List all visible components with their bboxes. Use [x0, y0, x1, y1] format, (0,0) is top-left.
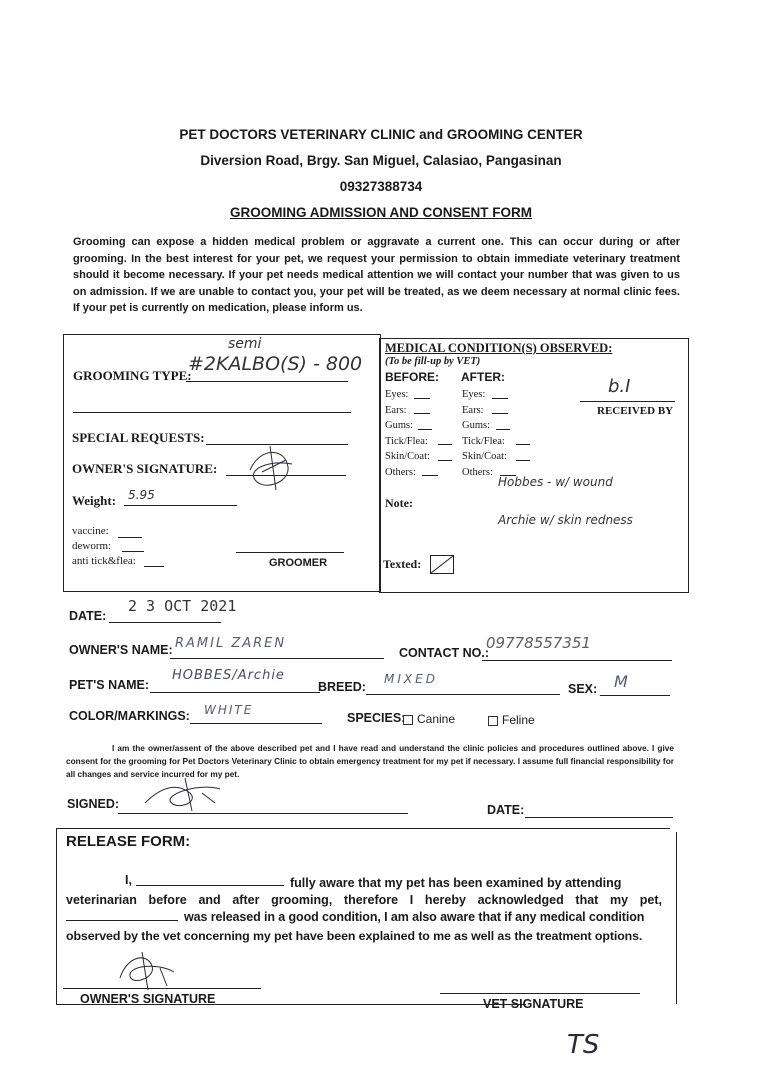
signed-label: SIGNED:	[67, 797, 120, 811]
color-line	[190, 723, 322, 724]
cond-after-gums: Gums:	[462, 420, 491, 431]
release-pet-field[interactable]	[66, 920, 178, 921]
received-by-label: RECEIVED BY	[597, 405, 674, 417]
clinic-address: Diversion Road, Brgy. San Miguel, Calasiao, Pangasinan	[200, 153, 562, 168]
date-label: DATE:	[69, 609, 107, 623]
ca-l4	[516, 444, 530, 445]
checkmark-icon	[431, 556, 453, 573]
consent-paragraph: I am the owner/assent of the above described pet and I have read and understand the clinic policies and procedures outlined above. I give consent for the grooming for Pet Doctors Veterinary Clinic to obtain emergency treatment for my pet if necessary. I assume full financial responsibility for all changes and service incurred for my pet.	[66, 743, 674, 779]
cond-before-eyes: Eyes:	[385, 389, 409, 400]
medical-subtitle: (To be fill-up by VET)	[385, 356, 481, 367]
groomer-label: GROOMER	[269, 557, 328, 569]
ca-l3	[496, 429, 510, 430]
before-label: BEFORE:	[385, 370, 439, 384]
received-by-line	[580, 401, 675, 402]
note-line-2[interactable]: Archie w/ skin redness	[498, 513, 633, 527]
cond-before-ears: Ears:	[385, 404, 407, 416]
intro-paragraph: Grooming can expose a hidden medical problem or aggravate a current one. This can occur during or after grooming. In the best interest for your pet, we request your permission to obtain immediate veterinary treatment should it become necessary. If your pet needs medical attention we will contact your number that was given to us on admission. If we are unable to contact you, your pet will be treated, as we deem necessary at normal clinic fees. If your pet is currently on medication, please inform us.	[73, 236, 680, 315]
texted-checkbox[interactable]	[430, 555, 454, 574]
canine-checkbox[interactable]	[403, 715, 413, 725]
vaccine-label: vaccine:	[72, 525, 109, 537]
weight-line	[124, 505, 237, 506]
grooming-type-value[interactable]: #2KALBO(S) - 800	[188, 353, 363, 375]
vaccine-line	[118, 537, 142, 538]
antitick-line	[144, 566, 164, 567]
release-owner-scribble	[112, 948, 182, 992]
release-top-border	[56, 828, 670, 829]
breed-label: BREED:	[318, 680, 366, 694]
release-p1a: I,	[125, 873, 132, 887]
release-p1b: fully aware that my pet has been examined by attending	[290, 876, 622, 890]
cond-after-others: Others:	[462, 466, 493, 478]
owner-name-value[interactable]: RAMIL ZAREN	[175, 636, 287, 651]
received-by-value[interactable]: b.I	[608, 376, 631, 397]
release-p3: was released in a good condition, I am also aware that if any medical condition	[184, 910, 645, 924]
sex-line	[600, 695, 670, 696]
species-feline-option[interactable]	[488, 713, 535, 727]
release-owner-signature-line[interactable]	[63, 988, 261, 989]
cond-before-others: Others:	[385, 466, 416, 478]
contact-label: CONTACT NO.:	[399, 646, 490, 660]
grooming-type-line	[186, 381, 348, 382]
cond-before-tick: Tick/Flea:	[385, 435, 428, 447]
release-p2: veterinarian before and after grooming, therefore I hereby acknowledged that my pet,	[66, 893, 662, 907]
deworm-label: deworm:	[72, 540, 112, 552]
canine-label: Canine	[417, 712, 456, 726]
conditions-after	[462, 387, 507, 480]
antitick-label: anti tick&flea:	[72, 555, 136, 567]
pet-name-value[interactable]: HOBBES/Archie	[172, 668, 285, 683]
medical-title: MEDICAL CONDITION(S) OBSERVED:	[385, 341, 613, 355]
release-title: RELEASE FORM:	[66, 833, 191, 850]
feline-label: Feline	[502, 713, 535, 727]
cb-l1	[414, 398, 430, 399]
texted-label: Texted:	[383, 557, 422, 571]
color-label: COLOR/MARKINGS:	[69, 709, 190, 723]
release-left-border	[56, 828, 57, 1004]
sex-label: SEX:	[568, 682, 598, 696]
species-canine-option[interactable]	[403, 712, 455, 726]
grooming-type-label: GROOMING TYPE:	[73, 368, 192, 383]
release-owner-signature-label: OWNER'S SIGNATURE	[80, 992, 216, 1006]
grooming-type-note: semi	[228, 336, 262, 352]
owner-name-line	[170, 658, 384, 659]
date-value[interactable]: 2 3 OCT 2021	[128, 597, 237, 615]
note-label: Note:	[385, 496, 413, 510]
ca-l5	[516, 460, 530, 461]
cond-before-gums: Gums:	[385, 420, 414, 431]
cond-after-skin: Skin/Coat:	[462, 451, 507, 462]
groomer-line	[236, 552, 344, 553]
pet-name-line	[150, 692, 320, 693]
owner-signature-scribble	[240, 442, 300, 494]
release-p4: observed by the vet concerning my pet have been explained to me as well as the treatment options.	[66, 929, 643, 943]
weight-value[interactable]: 5.95	[128, 488, 155, 502]
cond-after-tick: Tick/Flea:	[462, 435, 505, 447]
clinic-phone: 09327388734	[339, 179, 423, 194]
contact-value[interactable]: 09778557351	[486, 634, 591, 652]
ca-l2	[492, 413, 508, 414]
cond-before-skin: Skin/Coat:	[385, 451, 430, 462]
release-name-field[interactable]	[136, 885, 284, 886]
release-vet-signature-line[interactable]	[440, 993, 640, 994]
color-value[interactable]: WHITE	[204, 703, 254, 717]
cond-after-eyes: Eyes:	[462, 389, 486, 400]
owner-signature-label: OWNER'S SIGNATURE:	[72, 461, 218, 476]
sex-value[interactable]: M	[614, 672, 628, 691]
ca-l1	[492, 398, 508, 399]
cb-l3	[418, 429, 432, 430]
deworm-line	[122, 551, 144, 552]
bottom-mark: TS	[567, 1030, 600, 1060]
grooming-type-line-2	[73, 412, 351, 413]
signed-date-label: DATE:	[487, 803, 525, 817]
cb-l5	[438, 460, 452, 461]
cb-l4	[438, 444, 452, 445]
signed-date-field[interactable]	[525, 817, 673, 818]
special-requests-label: SPECIAL REQUESTS:	[72, 430, 205, 445]
signed-scribble	[140, 773, 230, 815]
form-title: GROOMING ADMISSION AND CONSENT FORM	[230, 205, 532, 220]
release-vet-signature-label: VET SIGNATURE	[483, 997, 584, 1011]
release-right-border	[676, 832, 677, 1004]
species-label: SPECIES:	[347, 711, 406, 725]
pet-name-label: PET'S NAME:	[69, 678, 150, 692]
note-line-1[interactable]: Hobbes - w/ wound	[498, 475, 613, 489]
bottom-left-border	[56, 1004, 526, 1005]
conditions-before	[385, 387, 430, 480]
date-line	[109, 622, 221, 623]
after-label: AFTER:	[461, 370, 505, 384]
owner-name-label: OWNER'S NAME:	[69, 643, 173, 657]
contact-line	[482, 660, 672, 661]
cond-after-ears: Ears:	[462, 404, 484, 416]
cb-l6	[422, 475, 438, 476]
feline-checkbox[interactable]	[488, 716, 498, 726]
weight-label: Weight:	[72, 493, 117, 508]
breed-line	[366, 694, 560, 695]
clinic-name: PET DOCTORS VETERINARY CLINIC and GROOMING CENTER	[179, 127, 583, 142]
cb-l2	[414, 413, 430, 414]
breed-value[interactable]: MIXED	[384, 672, 438, 686]
